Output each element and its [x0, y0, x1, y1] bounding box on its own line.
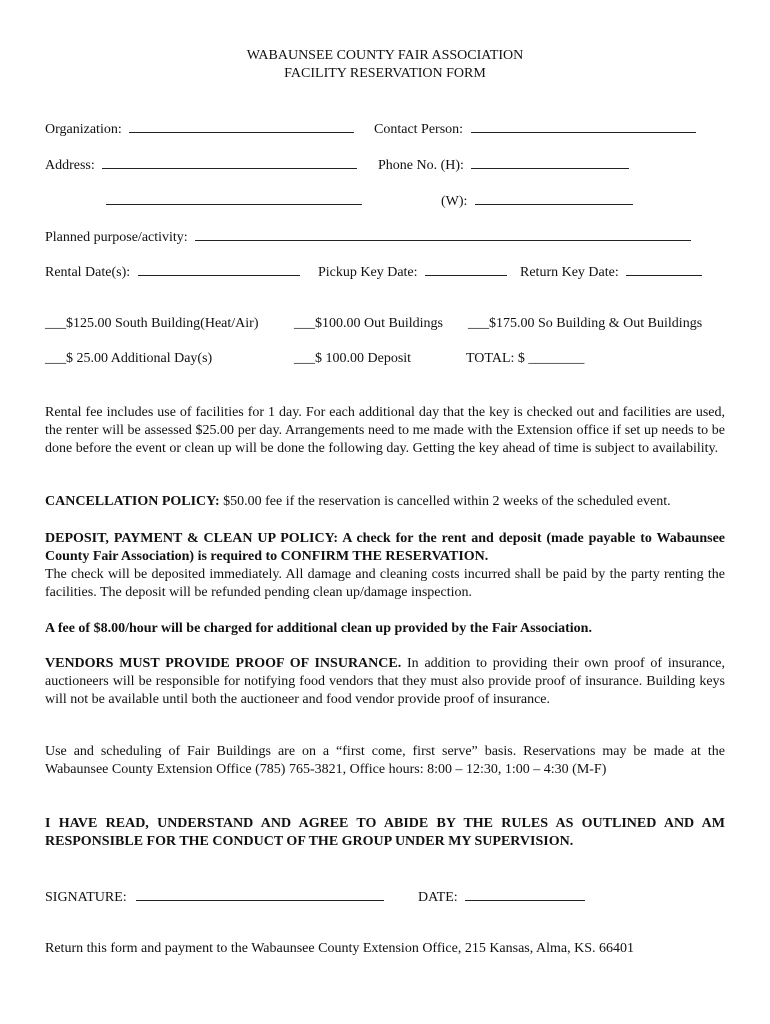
rental-dates-input[interactable]	[138, 262, 300, 276]
contact-person-input[interactable]	[471, 119, 696, 133]
date-input[interactable]	[465, 887, 585, 901]
signature-field	[45, 887, 384, 906]
return-instructions: Return this form and payment to the Wabaunsee County Extension Office, 215 Kansas, Alma, KS. 66401	[45, 941, 634, 956]
return-key-field	[520, 262, 702, 281]
address-field	[45, 155, 357, 174]
scheduling-paragraph: Use and scheduling of Fair Buildings are on a “first come, first serve” basis. Reservations may be made at the Wabaunsee County Extension Office (785) 765-3821, Office hours: 8:00 – 12:30, 1:00 – 4:30 (M-F)	[45, 744, 725, 777]
rental-dates-label: Rental Date(s):	[45, 265, 131, 280]
fee-out-buildings[interactable]: ___$100.00 Out Buildings	[294, 316, 443, 331]
pickup-key-label: Pickup Key Date:	[318, 265, 418, 280]
fee-additional-days[interactable]: ___$ 25.00 Additional Day(s)	[45, 351, 213, 366]
phone-work-label: (W):	[441, 194, 468, 209]
cancellation-label: CANCELLATION POLICY:	[45, 494, 220, 509]
cancellation-policy	[45, 493, 725, 511]
rental-fee-paragraph: Rental fee includes use of facilities for 1 day. For each additional day that the key is checked out and facilities are used, the renter will be assessed $25.00 per day. Arrangements need to me made with the Extension office if set up needs to be done before the event or clean up will be done the following day. Getting the key ahead of time is subject to availability.	[45, 405, 725, 456]
pickup-key-field	[318, 262, 507, 281]
organization-input[interactable]	[129, 119, 354, 133]
return-key-label: Return Key Date:	[520, 265, 619, 280]
cancellation-text: $50.00 fee if the reservation is cancelled within 2 weeks of the scheduled event.	[219, 494, 671, 509]
purpose-input[interactable]	[195, 227, 691, 241]
purpose-field	[45, 227, 691, 246]
signature-label: SIGNATURE:	[45, 890, 127, 905]
date-field	[418, 887, 585, 906]
signature-input[interactable]	[136, 887, 384, 901]
phone-work-field	[441, 191, 633, 210]
phone-home-label: Phone No. (H):	[378, 158, 464, 173]
deposit-policy-text: The check will be deposited immediately. All damage and cleaning costs incurred shall be paid by the party renting the facilities. The deposit will be refunded pending clean up/damage inspection.	[45, 567, 725, 600]
organization-field	[45, 119, 354, 138]
pickup-key-input[interactable]	[425, 262, 507, 276]
address-line-2	[106, 191, 362, 210]
rental-dates-field	[45, 262, 300, 281]
phone-work-input[interactable]	[475, 191, 633, 205]
fee-south-building[interactable]: ___$125.00 South Building(Heat/Air)	[45, 316, 259, 331]
organization-label: Organization:	[45, 122, 122, 137]
cleanup-fee: A fee of $8.00/hour will be charged for additional clean up provided by the Fair Association.	[45, 621, 592, 636]
agreement-statement: I HAVE READ, UNDERSTAND AND AGREE TO ABIDE BY THE RULES AS OUTLINED AND AM RESPONSIBLE FOR THE CONDUCT OF THE GROUP UNDER MY SUPERVISION.	[45, 816, 725, 849]
fee-deposit[interactable]: ___$ 100.00 Deposit	[294, 351, 412, 366]
address-input[interactable]	[102, 155, 357, 169]
phone-home-input[interactable]	[471, 155, 629, 169]
form-subtitle: FACILITY RESERVATION FORM	[284, 66, 486, 81]
address-label: Address:	[45, 158, 95, 173]
fee-so-and-out-buildings[interactable]: ___$175.00 So Building & Out Buildings	[468, 316, 703, 331]
phone-home-field	[378, 155, 629, 174]
form-title: WABAUNSEE COUNTY FAIR ASSOCIATION	[246, 48, 524, 63]
deposit-policy-heading: DEPOSIT, PAYMENT & CLEAN UP POLICY: A check for the rent and deposit (made payable to Wabaunsee County Fair Association) is required to CONFIRM THE RESERVATION.	[45, 531, 725, 564]
vendors-label: VENDORS MUST PROVIDE PROOF OF INSURANCE.	[45, 656, 402, 671]
purpose-label: Planned purpose/activity:	[45, 230, 188, 245]
contact-person-field	[374, 119, 696, 138]
date-label: DATE:	[418, 890, 458, 905]
contact-person-label: Contact Person:	[374, 122, 464, 137]
vendors-insurance	[45, 655, 725, 709]
address-line-2-input[interactable]	[106, 191, 362, 205]
return-key-input[interactable]	[626, 262, 702, 276]
vendors-text: In addition to providing their own proof of insurance, auctioneers will be responsible for notifying food vendors that they must also provide proof of insurance. Building keys will not be available until both the auctioneer and food vendor provide proof of insurance.	[45, 656, 725, 707]
fee-total[interactable]: TOTAL: $ ________	[466, 351, 585, 366]
